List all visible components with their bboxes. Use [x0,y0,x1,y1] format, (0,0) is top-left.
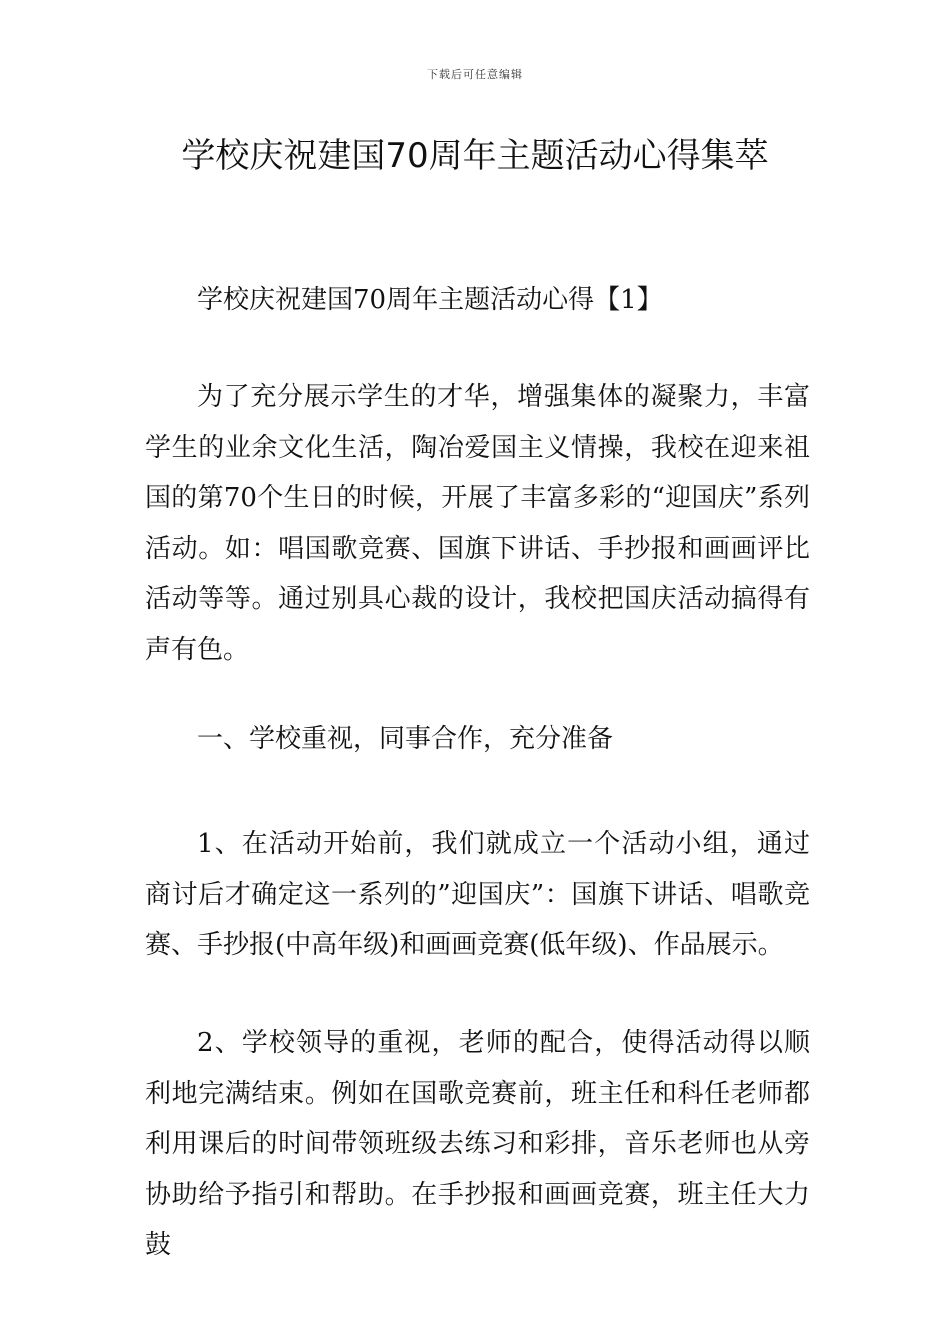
paragraph-intro: 为了充分展示学生的才华，增强集体的凝聚力，丰富学生的业余文化生活，陶冶爱国主义情操，我校在迎来祖国的第70个生日的时候，开展了丰富多彩的“迎国庆”系列活动。如：唱国歌竞赛、国旗下讲话、手抄报和画画评比活动等等。通过别具心裁的设计，我校把国庆活动搞得有声有色。 [145,382,810,665]
section-subtitle: 学校庆祝建国70周年主题活动心得【1】 [197,285,663,315]
paragraph-item-1: 1、在活动开始前，我们就成立一个活动小组，通过商讨后才确定这一系列的”迎国庆”：国旗下讲话、唱歌竞赛、手抄报(中高年级)和画画竞赛(低年级)、作品展示。 [145,829,810,960]
header-note: 下载后可任意编辑 [427,68,523,81]
document-title: 学校庆祝建国70周年主题活动心得集萃 [181,136,769,176]
section-heading: 一、学校重视，同事合作，充分准备 [197,724,614,754]
paragraph-item-2: 2、学校领导的重视，老师的配合，使得活动得以顺利地完满结束。例如在国歌竞赛前，班主任和科任老师都利用课后的时间带领班级去练习和彩排，音乐老师也从旁协助给予指引和帮助。在手抄报和画画竞赛，班主任大力鼓 [145,1028,810,1260]
